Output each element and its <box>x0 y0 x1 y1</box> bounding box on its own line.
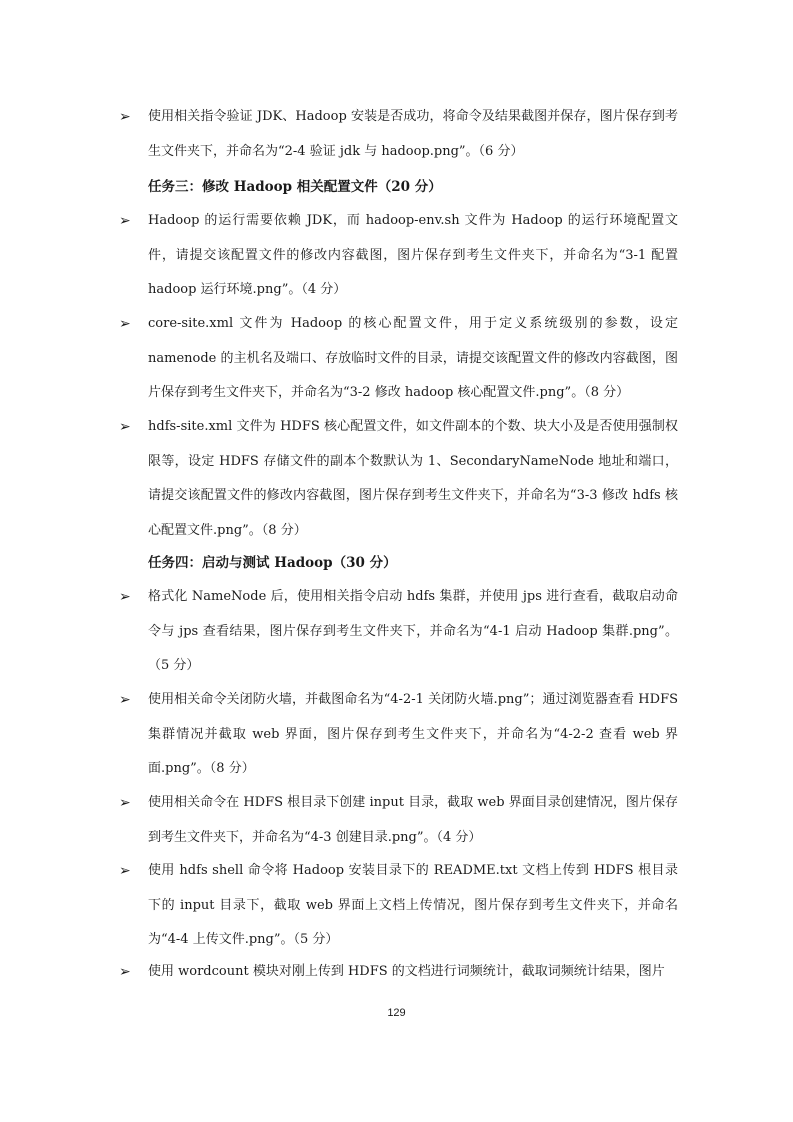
arrow-bullet-icon: ➢ <box>119 316 131 332</box>
list-item-text: 使用 hdfs shell 命令将 Hadoop 安装目录下的 README.txt 文档上传到 HDFS 根目录下的 input 目录下，截取 web 界面上文档上传情况，图片保存到考生文件夹下，并命名为“4-4 上传文件.png”。（5 分） <box>148 863 678 947</box>
list-item-text: hdfs-site.xml 文件为 HDFS 核心配置文件，如文件副本的个数、块大小及是否使用强制权限等，设定 HDFS 存储文件的副本个数默认为 1、SecondaryNameNode 地址和端口，请提交该配置文件的修改内容截图，图片保存到考生文件夹下，并命名为“3-3 修改 hdfs 核心配置文件.png”。（8 分） <box>148 419 678 538</box>
arrow-bullet-icon: ➢ <box>119 589 131 605</box>
arrow-bullet-icon: ➢ <box>119 109 131 125</box>
arrow-bullet-icon: ➢ <box>119 419 131 435</box>
list-item-text: 使用相关指令验证 JDK、Hadoop 安装是否成功，将命令及结果截图并保存，图片保存到考生文件夹下，并命名为“2-4 验证 jdk 与 hadoop.png”。（6 分） <box>148 109 678 159</box>
page-number: 129 <box>387 1007 406 1019</box>
list-item-text: 格式化 NameNode 后，使用相关指令启动 hdfs 集群，并使用 jps 进行查看，截取启动命令与 jps 查看结果，图片保存到考生文件夹下，并命名为“4-1 启动 Hadoop 集群.png”。（5 分） <box>148 589 678 673</box>
list-item-text: Hadoop 的运行需要依赖 JDK，而 hadoop-env.sh 文件为 Hadoop 的运行环境配置文件，请提交该配置文件的修改内容截图，图片保存到考生文件夹下，并命名为“3-1 配置 hadoop 运行环境.png”。（4 分） <box>148 213 678 297</box>
arrow-bullet-icon: ➢ <box>119 964 131 980</box>
section-heading: 任务四：启动与测试 Hadoop（30 分） <box>148 555 397 571</box>
section-heading: 任务三：修改 Hadoop 相关配置文件（20 分） <box>148 179 442 195</box>
arrow-bullet-icon: ➢ <box>119 692 131 708</box>
list-item-text: 使用相关命令在 HDFS 根目录下创建 input 目录，截取 web 界面目录创建情况，图片保存到考生文件夹下，并命名为“4-3 创建目录.png”。（4 分） <box>148 795 678 845</box>
arrow-bullet-icon: ➢ <box>119 213 131 229</box>
list-item-text: core-site.xml 文件为 Hadoop 的核心配置文件，用于定义系统级别的参数，设定 namenode 的主机名及端口、存放临时文件的目录，请提交该配置文件的修改内容截图，图片保存到考生文件夹下，并命名为“3-2 修改 hadoop 核心配置文件.png”。（8 分） <box>148 316 678 400</box>
arrow-bullet-icon: ➢ <box>119 795 131 811</box>
arrow-bullet-icon: ➢ <box>119 863 131 879</box>
list-item-text: 使用 wordcount 模块对刚上传到 HDFS 的文档进行词频统计，截取词频统计结果，图片 <box>148 964 665 979</box>
list-item-text: 使用相关命令关闭防火墙，并截图命名为“4-2-1 关闭防火墙.png”；通过浏览器查看 HDFS 集群情况并截取 web 界面，图片保存到考生文件夹下，并命名为“4-2-2 查看 web 界面.png”。（8 分） <box>148 692 678 776</box>
